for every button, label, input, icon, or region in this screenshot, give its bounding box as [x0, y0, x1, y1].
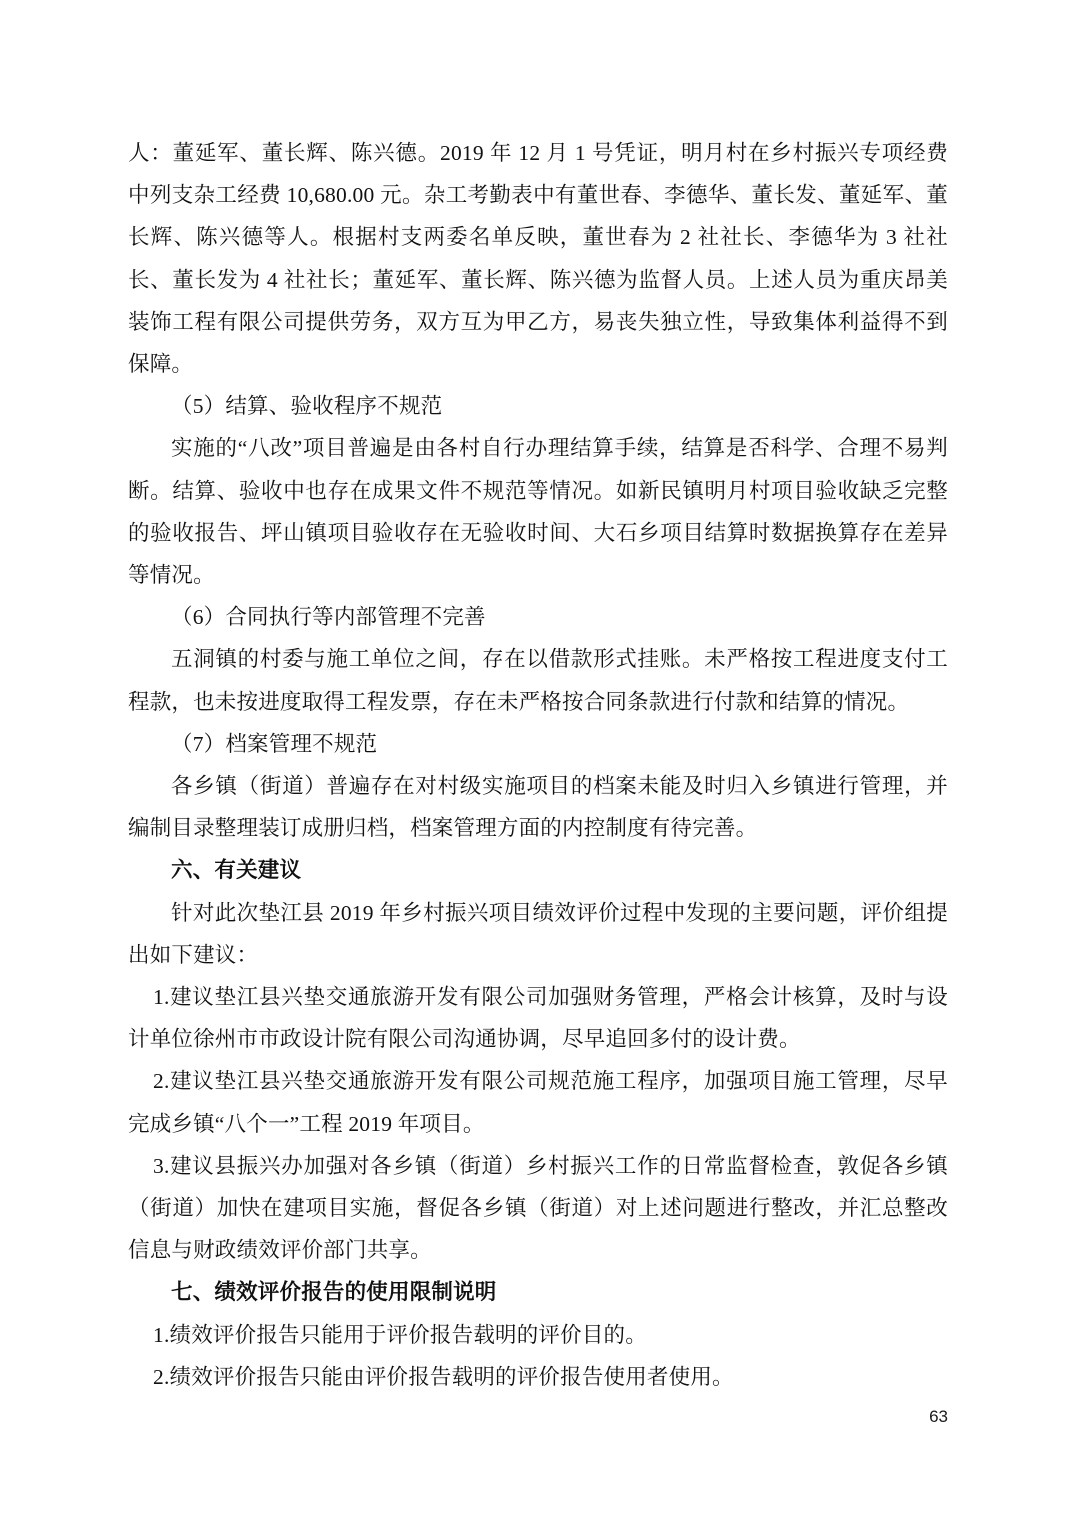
- paragraph-contract-issues: 五洞镇的村委与施工单位之间，存在以借款形式挂账。未严格按工程进度支付工程款，也未按进度取得工程发票，存在未严格按合同条款进行付款和结算的情况。: [128, 647, 948, 714]
- sub-heading-7: （7）档案管理不规范: [171, 731, 378, 756]
- document-body: [128, 132, 948, 1398]
- paragraph-suggestions-intro: 针对此次垫江县 2019 年乡村振兴项目绩效评价过程中发现的主要问题，评价组提出如下建议：: [128, 900, 948, 967]
- page-number: 63: [929, 1407, 948, 1426]
- usage-limit-item-1: 1.绩效评价报告只能用于评价报告载明的评价目的。: [153, 1322, 647, 1347]
- sub-heading-6: （6）合同执行等内部管理不完善: [171, 605, 486, 630]
- paragraph-archive-issues: 各乡镇（街道）普遍存在对村级实施项目的档案未能及时归入乡镇进行管理，并编制目录整理装订成册归档，档案管理方面的内控制度有待完善。: [128, 774, 948, 841]
- suggestion-item-3: 3.建议县振兴办加强对各乡镇（街道）乡村振兴工作的日常监督检查，敦促各乡镇（街道）加快在建项目实施，督促各乡镇（街道）对上述问题进行整改，并汇总整改信息与财政绩效评价部门共享。: [128, 1153, 948, 1263]
- paragraph-settlement-issues: 实施的“八改”项目普遍是由各村自行办理结算手续，结算是否科学、合理不易判断。结算、验收中也存在成果文件不规范等情况。如新民镇明月村项目验收缺乏完整的验收报告、坪山镇项目验收存在无验收时间、大石乡项目结算时数据换算存在差异等情况。: [128, 436, 948, 588]
- section-heading-six: 六、有关建议: [171, 858, 302, 883]
- usage-limit-item-2: 2.绩效评价报告只能由评价报告载明的评价报告使用者使用。: [153, 1364, 734, 1389]
- sub-heading-5: （5）结算、验收程序不规范: [171, 394, 443, 419]
- suggestion-item-1: 1.建议垫江县兴垫交通旅游开发有限公司加强财务管理，严格会计核算，及时与设计单位徐州市市政设计院有限公司沟通协调，尽早追回多付的设计费。: [128, 985, 948, 1052]
- paragraph-continuation: 人：董延军、董长辉、陈兴德。2019 年 12 月 1 号凭证，明月村在乡村振兴专项经费中列支杂工经费 10,680.00 元。杂工考勤表中有董世春、李德华、董长发、董延军、董长辉、陈兴德等人。根据村支两委名单反映，董世春为 2 社社长、李德华为 3 社社长、董长发为 4 社社长；董延军、董长辉、陈兴德为监督人员。上述人员为重庆昂美装饰工程有限公司提供劳务，双方互为甲乙方，易丧失独立性，导致集体利益得不到保障。: [128, 141, 948, 377]
- section-heading-seven: 七、绩效评价报告的使用限制说明: [171, 1280, 497, 1305]
- suggestion-item-2: 2.建议垫江县兴垫交通旅游开发有限公司规范施工程序，加强项目施工管理，尽早完成乡镇“八个一”工程 2019 年项目。: [128, 1069, 948, 1136]
